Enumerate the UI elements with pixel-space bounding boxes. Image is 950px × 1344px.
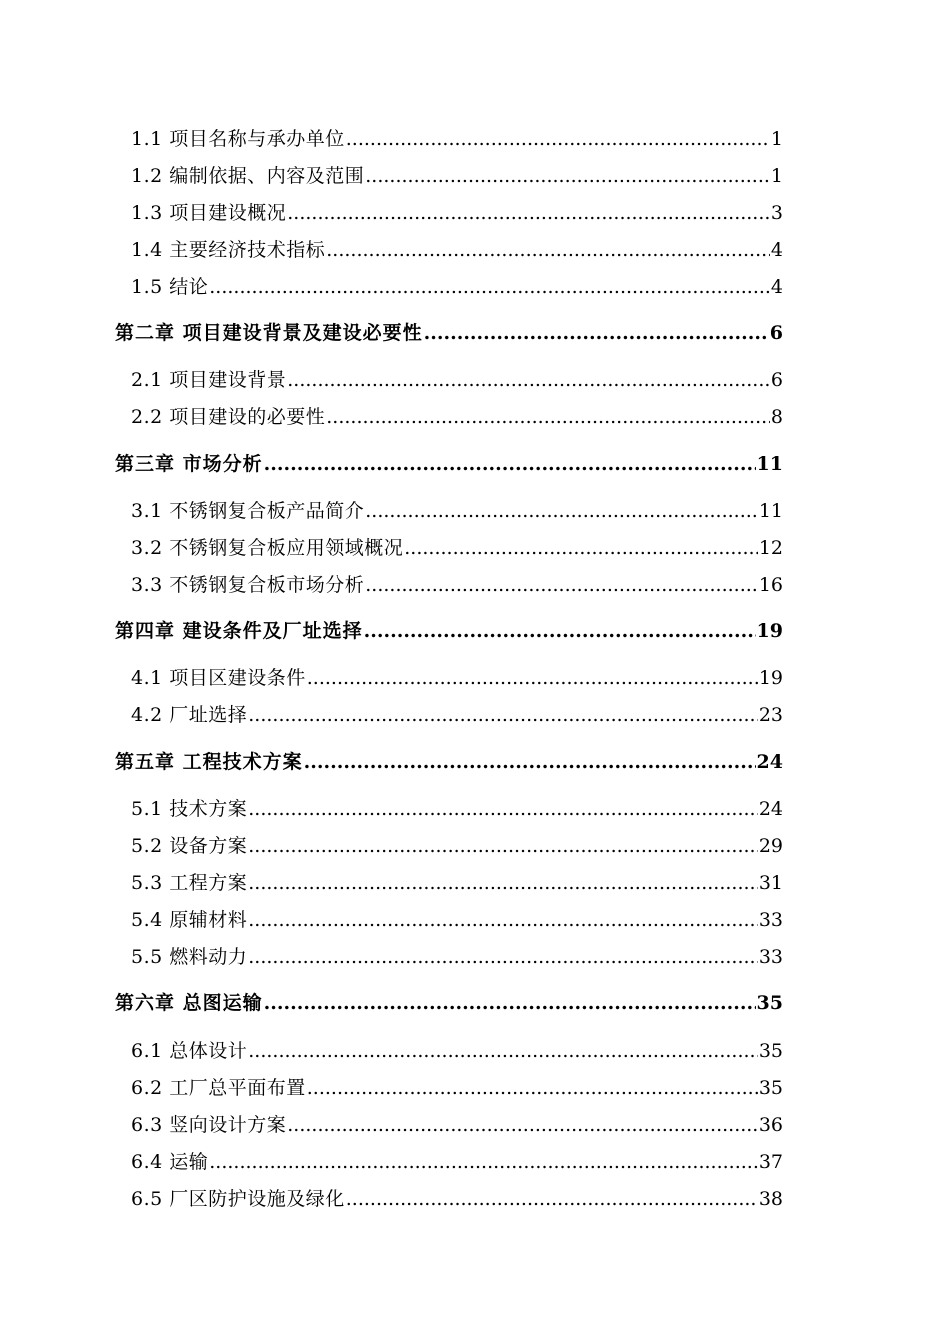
dot-leader xyxy=(264,453,756,475)
toc-section-entry[interactable] xyxy=(131,1184,783,1214)
toc-section-entry[interactable] xyxy=(131,198,783,228)
toc-section-entry[interactable] xyxy=(131,533,783,563)
toc-section-entry[interactable] xyxy=(131,124,783,154)
toc-page-number: 11 xyxy=(756,453,783,475)
toc-page-number: 24 xyxy=(758,798,783,820)
toc-page-number: 33 xyxy=(758,946,783,968)
toc-entry-title: 第四章 建设条件及厂址选择 xyxy=(115,620,363,642)
toc-section-entry[interactable] xyxy=(131,272,783,302)
toc-chapter-entry[interactable] xyxy=(115,449,783,479)
dot-leader xyxy=(248,872,758,894)
dot-leader xyxy=(307,667,758,689)
dot-leader xyxy=(307,1077,758,1099)
toc-entry-title: 6.2 工厂总平面布置 xyxy=(131,1077,306,1099)
toc-entry-title: 2.2 项目建设的必要性 xyxy=(131,406,326,428)
dot-leader xyxy=(248,909,758,931)
dot-leader xyxy=(365,574,758,596)
toc-section-entry[interactable] xyxy=(131,942,783,972)
toc-page-number: 6 xyxy=(769,322,783,344)
toc-section-entry[interactable] xyxy=(131,161,783,191)
toc-entry-title: 1.5 结论 xyxy=(131,276,209,298)
toc-section-entry[interactable] xyxy=(131,1036,783,1066)
toc-page-number: 24 xyxy=(756,751,783,773)
dot-leader xyxy=(248,798,758,820)
toc-entry-title: 5.1 技术方案 xyxy=(131,798,248,820)
toc-page-number: 31 xyxy=(758,872,783,894)
toc-page-number: 36 xyxy=(758,1114,783,1136)
toc-page-number: 1 xyxy=(770,165,783,187)
toc-entry-title: 3.3 不锈钢复合板市场分析 xyxy=(131,574,365,596)
toc-page-number: 38 xyxy=(758,1188,783,1210)
toc-entry-title: 6.1 总体设计 xyxy=(131,1040,248,1062)
toc-page-number: 8 xyxy=(770,406,783,428)
toc-entry-title: 第五章 工程技术方案 xyxy=(115,751,303,773)
dot-leader xyxy=(248,835,758,857)
toc-entry-title: 4.2 厂址选择 xyxy=(131,704,248,726)
dot-leader xyxy=(287,1114,758,1136)
toc-page-number: 29 xyxy=(758,835,783,857)
toc-section-entry[interactable] xyxy=(131,402,783,432)
toc-page-number: 11 xyxy=(758,500,783,522)
toc-section-entry[interactable] xyxy=(131,868,783,898)
toc-page-number: 1 xyxy=(770,128,783,150)
dot-leader xyxy=(365,165,770,187)
toc-page-number: 6 xyxy=(770,369,783,391)
toc-section-entry[interactable] xyxy=(131,1147,783,1177)
dot-leader xyxy=(287,369,770,391)
toc-section-entry[interactable] xyxy=(131,905,783,935)
dot-leader xyxy=(424,322,769,344)
dot-leader xyxy=(326,239,770,261)
dot-leader xyxy=(209,1151,758,1173)
dot-leader xyxy=(364,620,756,642)
toc-entry-title: 1.3 项目建设概况 xyxy=(131,202,287,224)
toc-page-number: 19 xyxy=(758,667,783,689)
toc-entry-title: 1.4 主要经济技术指标 xyxy=(131,239,326,261)
toc-entry-title: 第三章 市场分析 xyxy=(115,453,263,475)
toc-page-number: 12 xyxy=(758,537,783,559)
toc-section-entry[interactable] xyxy=(131,700,783,730)
toc-section-entry[interactable] xyxy=(131,1073,783,1103)
toc-section-entry[interactable] xyxy=(131,496,783,526)
toc-section-entry[interactable] xyxy=(131,794,783,824)
toc-page-number: 19 xyxy=(756,620,783,642)
dot-leader xyxy=(346,128,770,150)
toc-chapter-entry[interactable] xyxy=(115,747,783,777)
toc-entry-title: 5.3 工程方案 xyxy=(131,872,248,894)
toc-entry-title: 4.1 项目区建设条件 xyxy=(131,667,306,689)
dot-leader xyxy=(248,1040,758,1062)
toc-chapter-entry[interactable] xyxy=(115,318,783,348)
toc-entry-title: 6.4 运输 xyxy=(131,1151,209,1173)
dot-leader xyxy=(365,500,758,522)
toc-section-entry[interactable] xyxy=(131,235,783,265)
toc-entry-title: 5.4 原辅材料 xyxy=(131,909,248,931)
toc-chapter-entry[interactable] xyxy=(115,616,783,646)
toc-section-entry[interactable] xyxy=(131,831,783,861)
dot-leader xyxy=(304,751,756,773)
toc-page-number: 3 xyxy=(770,202,783,224)
toc-section-entry[interactable] xyxy=(131,570,783,600)
dot-leader xyxy=(326,406,770,428)
toc-section-entry[interactable] xyxy=(131,663,783,693)
toc-entry-title: 6.3 竖向设计方案 xyxy=(131,1114,287,1136)
dot-leader xyxy=(346,1188,758,1210)
toc-entry-title: 第六章 总图运输 xyxy=(115,992,263,1014)
toc-entry-title: 5.2 设备方案 xyxy=(131,835,248,857)
toc-page-number: 4 xyxy=(770,276,783,298)
toc-entry-title: 2.1 项目建设背景 xyxy=(131,369,287,391)
toc-entry-title: 3.1 不锈钢复合板产品简介 xyxy=(131,500,365,522)
toc-page-number: 37 xyxy=(758,1151,783,1173)
toc-entry-title: 第二章 项目建设背景及建设必要性 xyxy=(115,322,423,344)
dot-leader xyxy=(287,202,770,224)
dot-leader xyxy=(209,276,770,298)
toc-page-number: 35 xyxy=(756,992,783,1014)
toc-section-entry[interactable] xyxy=(131,365,783,395)
toc-page-number: 4 xyxy=(770,239,783,261)
dot-leader xyxy=(264,992,756,1014)
toc-entry-title: 1.2 编制依据、内容及范围 xyxy=(131,165,365,187)
toc-page-number: 35 xyxy=(758,1040,783,1062)
toc-entry-title: 5.5 燃料动力 xyxy=(131,946,248,968)
dot-leader xyxy=(404,537,758,559)
toc-entry-title: 3.2 不锈钢复合板应用领域概况 xyxy=(131,537,404,559)
toc-chapter-entry[interactable] xyxy=(115,988,783,1018)
toc-section-entry[interactable] xyxy=(131,1110,783,1140)
toc-page-number: 23 xyxy=(758,704,783,726)
toc-entry-title: 1.1 项目名称与承办单位 xyxy=(131,128,345,150)
dot-leader xyxy=(248,946,758,968)
toc-page-number: 33 xyxy=(758,909,783,931)
dot-leader xyxy=(248,704,758,726)
toc-page-number: 16 xyxy=(758,574,783,596)
toc-entry-title: 6.5 厂区防护设施及绿化 xyxy=(131,1188,345,1210)
toc-page-number: 35 xyxy=(758,1077,783,1099)
